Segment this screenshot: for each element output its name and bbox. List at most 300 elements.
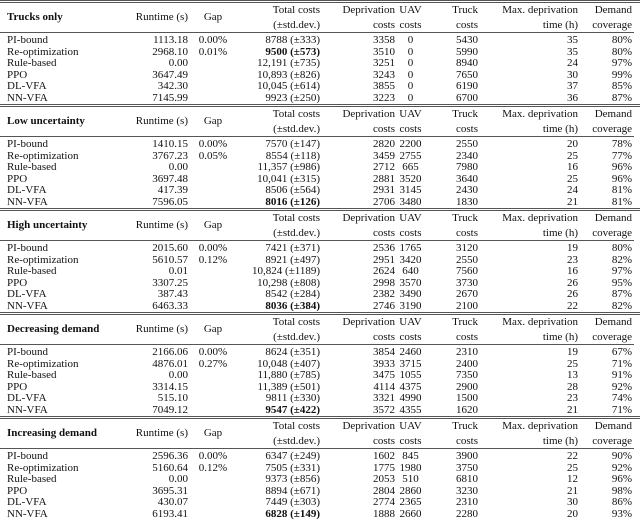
cell-runtime: 3697.48 [152,172,188,185]
cell-maxdep: 21 [567,403,578,416]
header-coverage: Demand [594,316,632,328]
cell-depr: 3854 [373,346,395,358]
cell-total: 8788 (±333) [265,34,320,46]
cell-gap [190,301,236,313]
section-title: Low uncertainty [7,115,85,127]
cell-uav: 665 [402,161,419,174]
cell-maxdep: 26 [567,288,578,301]
cell-truck: 1620 [456,403,478,416]
cell-truck: 2340 [456,149,478,162]
section-title: Increasing demand [7,427,97,439]
cell-truck: 1830 [456,195,478,208]
cell-gap [190,266,236,278]
cell-maxdep: 35 [567,45,578,58]
cell-truck: 2550 [456,253,478,266]
header-runtime: Runtime (s) [135,115,188,127]
cell-depr: 2712 [373,161,395,174]
cell-uav: 3520 [399,172,422,185]
header-uav-sub: costs [399,19,422,31]
cell-runtime: 7145.99 [152,91,188,104]
cell-maxdep: 25 [567,149,578,162]
cell-gap [190,58,236,70]
method-name: Rule-based [7,161,57,174]
cell-total: 8542 (±284) [265,288,320,301]
cell-gap [190,289,236,301]
method-name: NN-VFA [7,299,48,312]
cell-depr: 3933 [373,357,395,370]
method-name: Re-optimization [7,45,79,58]
header-max-deprivation: Max. deprivation [502,212,578,224]
cell-runtime: 7049.12 [152,403,188,416]
cell-runtime: 0.00 [168,57,188,70]
section-table [0,211,634,313]
cell-uav: 0 [407,91,414,104]
cell-gap [190,278,236,290]
cell-cov: 81% [611,184,632,197]
cell-cov: 92% [611,461,632,474]
cell-runtime: 6193.41 [152,507,188,520]
cell-total: 12,191 (±735) [257,57,320,70]
cell-cov: 80% [611,242,632,254]
cell-cov: 71% [611,403,632,416]
cell-depr: 1775 [373,461,395,474]
header-deprivation-sub: costs [373,123,395,135]
header-runtime: Runtime (s) [135,323,188,335]
cell-depr: 4114 [373,380,395,393]
header-uav: UAV [399,316,422,328]
method-name: DL-VFA [7,496,47,509]
cell-gap [190,174,236,186]
cell-uav: 2660 [399,507,422,520]
header-runtime: Runtime (s) [135,219,188,231]
cell-maxdep: 23 [567,392,578,405]
cell-depr: 3243 [373,68,395,81]
cell-total: 10,048 (±407) [257,357,320,370]
cell-total: 10,045 (±614) [257,80,320,93]
cell-total: 9547 (±422) [265,403,320,416]
cell-total: 9923 (±250) [265,91,320,104]
cell-truck: 2310 [456,346,478,358]
header-deprivation: Deprivation [342,4,395,16]
cell-cov: 74% [611,392,632,405]
cell-depr: 3321 [373,392,395,405]
cell-cov: 67% [611,346,632,358]
header-gap: Gap [203,219,223,231]
header-truck-sub: costs [456,435,478,447]
cell-maxdep: 24 [567,184,578,197]
header-gap: Gap [203,11,223,23]
cell-gap [190,93,236,105]
header-total: Total costs [272,420,320,432]
cell-maxdep: 22 [567,450,578,462]
cell-depr: 3223 [373,91,395,104]
cell-uav: 3480 [399,195,422,208]
cell-runtime: 515.10 [157,392,188,405]
cell-depr: 2774 [373,496,395,509]
cell-total: 6347 (±249) [265,450,320,462]
cell-total: 7449 (±303) [265,496,320,509]
method-name: NN-VFA [7,195,48,208]
cell-gap: 0.05% [198,149,228,162]
header-total-sub: (±std.dev.) [273,19,320,31]
cell-runtime: 4876.01 [152,357,188,370]
cell-runtime: 342.30 [157,80,188,93]
cell-gap [190,393,236,405]
cell-truck: 7350 [456,369,478,382]
cell-cov: 91% [611,369,632,382]
cell-uav: 2755 [399,149,422,162]
cell-depr: 2536 [373,242,395,254]
cell-total: 10,298 (±808) [257,276,320,289]
header-deprivation: Deprivation [342,420,395,432]
method-name: PI-bound [7,34,48,46]
section-table [0,419,634,521]
cell-uav: 640 [402,265,419,278]
method-name: Rule-based [7,57,57,70]
cell-truck: 7980 [456,161,478,174]
cell-depr: 3251 [373,57,395,70]
cell-uav: 2200 [399,138,422,150]
cell-runtime: 1410.15 [152,138,188,150]
cell-uav: 4375 [399,380,422,393]
header-truck: Truck [452,4,478,16]
cell-uav: 510 [402,473,419,486]
cell-cov: 87% [611,91,632,104]
cell-depr: 2881 [373,172,395,185]
cell-total: 10,824 (±1189) [252,265,320,278]
table-row [0,241,634,255]
cell-maxdep: 20 [567,507,578,520]
header-gap: Gap [203,115,223,127]
header-coverage-sub: coverage [592,331,632,343]
cell-uav: 0 [407,57,414,70]
method-name: PI-bound [7,138,48,150]
cell-total: 8554 (±118) [265,149,320,162]
cell-runtime: 7596.05 [152,195,188,208]
cell-maxdep: 16 [567,265,578,278]
cell-total: 8894 (±671) [265,484,320,497]
header-uav-sub: costs [399,123,422,135]
cell-cov: 99% [611,68,632,81]
cell-gap: 0.01% [198,45,228,58]
header-runtime: Runtime (s) [135,11,188,23]
cell-gap: 0.00% [198,346,228,358]
cell-truck: 2430 [456,184,478,197]
section-0 [0,0,640,104]
method-name: Rule-based [7,265,57,278]
cell-total: 7421 (±371) [265,242,320,254]
cell-uav: 4355 [399,403,422,416]
cell-runtime: 5610.57 [152,253,188,266]
table-row [0,449,634,463]
header-total: Total costs [272,108,320,120]
cell-truck: 2670 [456,288,478,301]
cell-total: 6828 (±149) [265,507,320,520]
method-name: Re-optimization [7,253,79,266]
cell-cov: 80% [611,45,632,58]
cell-total: 9373 (±856) [265,473,320,486]
cell-runtime: 3314.15 [152,380,188,393]
cell-runtime: 3307.25 [152,276,188,289]
header-uav-sub: costs [399,435,422,447]
cell-cov: 93% [611,507,632,520]
header-truck: Truck [452,108,478,120]
header-max-deprivation: Max. deprivation [502,108,578,120]
header-uav-sub: costs [399,227,422,239]
header-total: Total costs [272,4,320,16]
cell-truck: 7560 [456,265,478,278]
cell-runtime: 387.43 [157,288,188,301]
cell-maxdep: 30 [567,496,578,509]
cell-cov: 81% [611,195,632,208]
cell-maxdep: 24 [567,57,578,70]
header-max-deprivation-sub: time (h) [542,331,578,343]
table-row [0,405,634,417]
cell-depr: 2706 [373,195,395,208]
cell-maxdep: 23 [567,253,578,266]
method-name: NN-VFA [7,507,48,520]
cell-gap [190,70,236,82]
method-name: PPO [7,68,28,81]
header-uav: UAV [399,4,422,16]
method-name: DL-VFA [7,184,47,197]
cell-depr: 2931 [373,184,395,197]
cell-truck: 7650 [456,68,478,81]
section-2 [0,208,640,312]
cell-gap [190,370,236,382]
cell-total: 10,893 (±826) [257,68,320,81]
method-name: PI-bound [7,346,48,358]
cell-maxdep: 35 [567,34,578,46]
cell-truck: 2280 [456,507,478,520]
table-row [0,33,634,47]
header-deprivation-sub: costs [373,435,395,447]
cell-gap [190,474,236,486]
cell-maxdep: 25 [567,461,578,474]
cell-gap [190,162,236,174]
cell-runtime: 2015.60 [152,242,188,254]
cell-total: 10,041 (±315) [257,172,320,185]
header-total-sub: (±std.dev.) [273,227,320,239]
cell-total: 11,880 (±785) [257,369,320,382]
table-row [0,301,634,313]
header-truck: Truck [452,420,478,432]
cell-uav: 1765 [399,242,422,254]
header-max-deprivation: Max. deprivation [502,316,578,328]
cell-maxdep: 25 [567,172,578,185]
cell-cov: 92% [611,380,632,393]
header-truck-sub: costs [456,123,478,135]
method-name: Re-optimization [7,149,79,162]
cell-depr: 2053 [373,473,395,486]
cell-maxdep: 36 [567,91,578,104]
cell-gap [190,509,236,521]
cell-maxdep: 12 [567,473,578,486]
cell-cov: 86% [611,496,632,509]
method-name: Rule-based [7,473,57,486]
cell-maxdep: 19 [567,242,578,254]
method-name: PI-bound [7,242,48,254]
method-name: PI-bound [7,450,48,462]
cell-depr: 2820 [373,138,395,150]
section-table [0,3,634,105]
cell-cov: 96% [611,161,632,174]
cell-uav: 0 [407,80,414,93]
method-name: DL-VFA [7,288,47,301]
cell-total: 11,389 (±501) [257,380,320,393]
header-uav-sub: costs [399,331,422,343]
cell-depr: 3510 [373,45,395,58]
cell-maxdep: 20 [567,138,578,150]
section-3 [0,312,640,416]
method-name: NN-VFA [7,403,48,416]
cell-runtime: 2596.36 [152,450,188,462]
cell-depr: 2624 [373,265,395,278]
cell-depr: 2998 [373,276,395,289]
cell-depr: 3459 [373,149,395,162]
cell-runtime: 417.39 [157,184,188,197]
header-total-sub: (±std.dev.) [273,123,320,135]
header-deprivation: Deprivation [342,316,395,328]
cell-gap [190,497,236,509]
header-truck-sub: costs [456,19,478,31]
cell-cov: 80% [611,34,632,46]
method-name: PPO [7,484,28,497]
cell-maxdep: 30 [567,68,578,81]
cell-total: 7505 (±331) [265,461,320,474]
header-gap: Gap [203,323,223,335]
cell-uav: 845 [402,450,419,462]
cell-truck: 3230 [456,484,478,497]
cell-cov: 82% [611,253,632,266]
cell-cov: 78% [611,138,632,150]
cell-truck: 6810 [456,473,478,486]
cell-uav: 0 [407,34,414,46]
method-name: NN-VFA [7,91,48,104]
table-row [0,197,634,209]
cell-gap [190,405,236,417]
method-name: DL-VFA [7,80,47,93]
cell-depr: 3855 [373,80,395,93]
cell-runtime: 5160.64 [152,461,188,474]
section-table [0,107,634,209]
cell-maxdep: 25 [567,357,578,370]
cell-cov: 85% [611,80,632,93]
header-truck: Truck [452,316,478,328]
cell-maxdep: 21 [567,484,578,497]
cell-gap [190,486,236,498]
cell-cov: 90% [611,450,632,462]
header-truck-sub: costs [456,227,478,239]
cell-truck: 2900 [456,380,478,393]
header-max-deprivation-sub: time (h) [542,227,578,239]
method-name: PPO [7,276,28,289]
header-max-deprivation: Max. deprivation [502,4,578,16]
header-coverage: Demand [594,4,632,16]
cell-total: 8016 (±126) [265,195,320,208]
cell-depr: 3572 [373,403,395,416]
cell-cov: 87% [611,288,632,301]
cell-gap [190,185,236,197]
cell-depr: 2804 [373,484,395,497]
cell-runtime: 0.01 [168,265,188,278]
cell-runtime: 3647.49 [152,68,188,81]
cell-uav: 3715 [399,357,422,370]
cell-uav: 2365 [399,496,422,509]
header-total-sub: (±std.dev.) [273,435,320,447]
cell-maxdep: 22 [567,299,578,312]
cell-depr: 3475 [373,369,395,382]
section-title: Decreasing demand [7,323,100,335]
cell-total: 9500 (±573) [265,45,320,58]
cell-runtime: 430.07 [157,496,188,509]
cell-total: 7570 (±147) [265,138,320,150]
cell-depr: 2746 [373,299,395,312]
header-truck-sub: costs [456,331,478,343]
header-deprivation: Deprivation [342,108,395,120]
cell-uav: 0 [407,45,414,58]
cell-truck: 6700 [456,91,478,104]
cell-truck: 3900 [456,450,478,462]
header-total: Total costs [272,316,320,328]
table-row [0,345,634,359]
cell-gap: 0.00% [198,34,228,46]
method-name: DL-VFA [7,392,47,405]
header-deprivation: Deprivation [342,212,395,224]
cell-depr: 1888 [373,507,395,520]
cell-total: 8036 (±384) [265,299,320,312]
header-deprivation-sub: costs [373,19,395,31]
cell-runtime: 6463.33 [152,299,188,312]
cell-truck: 2310 [456,496,478,509]
cell-uav: 2860 [399,484,422,497]
cell-uav: 3420 [399,253,422,266]
cell-total: 11,357 (±986) [257,161,320,174]
cell-runtime: 1113.18 [153,34,188,46]
cell-truck: 3640 [456,172,478,185]
header-uav: UAV [399,212,422,224]
cell-maxdep: 13 [567,369,578,382]
cell-truck: 3120 [456,242,478,254]
header-total: Total costs [272,212,320,224]
cell-total: 9811 (±330) [265,392,320,405]
cell-maxdep: 37 [567,80,578,93]
cell-truck: 1500 [456,392,478,405]
header-truck: Truck [452,212,478,224]
cell-truck: 3730 [456,276,478,289]
header-max-deprivation: Max. deprivation [502,420,578,432]
section-title: High uncertainty [7,219,88,231]
header-deprivation-sub: costs [373,331,395,343]
header-deprivation-sub: costs [373,227,395,239]
header-max-deprivation-sub: time (h) [542,19,578,31]
cell-depr: 2382 [373,288,395,301]
cell-gap: 0.00% [198,242,228,254]
cell-uav: 3570 [399,276,422,289]
cell-uav: 2460 [399,346,422,358]
cell-depr: 1602 [373,450,395,462]
cell-gap: 0.12% [198,461,228,474]
cell-cov: 97% [611,57,632,70]
table-row [0,93,634,105]
cell-truck: 8940 [456,57,478,70]
cell-truck: 6190 [456,80,478,93]
method-name: Re-optimization [7,461,79,474]
header-coverage: Demand [594,212,632,224]
cell-cov: 98% [611,484,632,497]
cell-truck: 3750 [456,461,478,474]
table-row [0,509,634,521]
